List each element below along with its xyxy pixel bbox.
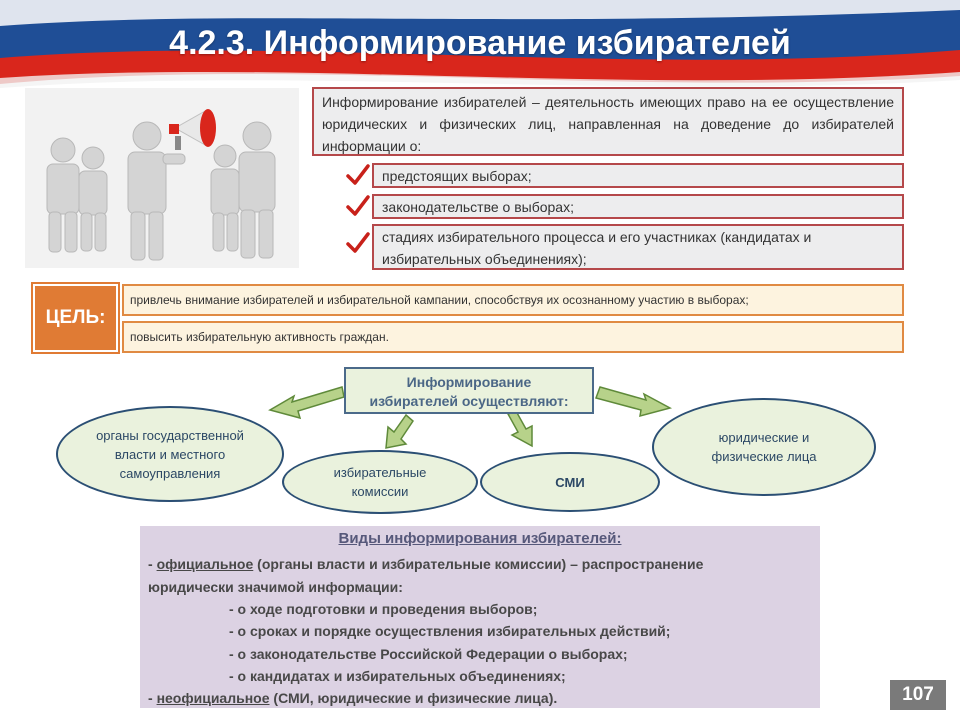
goal-item: повысить избирательную активность граждан. — [122, 321, 904, 353]
node-label: избирательные комиссии — [333, 465, 427, 499]
definition-bullet: предстоящих выборах; — [372, 163, 904, 188]
page-number: 107 — [890, 680, 946, 710]
types-official-rest: (органы власти и избирательные комиссии) – распространение — [253, 556, 704, 572]
types-official-line — [148, 556, 703, 572]
types-official-line2: юридически значимой информации: — [148, 579, 403, 595]
diagram-center-box — [344, 367, 594, 414]
definition-bullet: законодательстве о выборах; — [372, 194, 904, 219]
types-sub-item: - о кандидатах и избирательных объединениях; — [229, 668, 566, 684]
arrow-right — [596, 387, 670, 416]
node-legal-and-natural-persons: юридические и физические лица — [652, 398, 876, 496]
types-official-prefix: - — [148, 556, 157, 572]
types-unofficial-rest: (СМИ, юридические и физические лица). — [269, 690, 558, 706]
types-sub-item: - о ходе подготовки и проведения выборов; — [229, 601, 538, 617]
types-unofficial-term: неофициальное — [156, 690, 270, 706]
arrow-down-right — [508, 411, 532, 446]
node-government-bodies: органы государственной власти и местного самоуправления — [56, 406, 284, 502]
page-title: 4.2.3. Информирование избирателей — [169, 24, 791, 62]
node-media: СМИ — [480, 452, 660, 512]
types-title: Виды информирования избирателей: — [338, 530, 622, 547]
arrow-left — [270, 387, 344, 418]
types-unofficial-line — [148, 690, 557, 706]
definition-box: Информирование избирателей – деятельность имеющих право на ее осуществление юридических и физических лиц, направленная на доведение до избирателей информации о: — [312, 87, 904, 156]
goal-label: ЦЕЛЬ: — [33, 284, 118, 352]
node-election-commissions — [282, 450, 478, 514]
diagram-center-line2: избирателей осуществляют: — [369, 393, 569, 409]
arrow-down-left — [386, 415, 413, 448]
definition-bullet: стадиях избирательного процесса и его участниках (кандидатах и избирательных объединениях); — [372, 224, 904, 270]
types-official-term: официальное — [156, 556, 254, 572]
types-sub-item: - о сроках и порядке осуществления избирательных действий; — [229, 623, 671, 639]
types-sub-item: - о законодательстве Российской Федерации о выборах; — [229, 646, 628, 662]
goal-item: привлечь внимание избирателей и избирательной кампании, способствуя их осознанному участию в выборах; — [122, 284, 904, 316]
types-unofficial-prefix: - — [148, 690, 157, 706]
diagram-center-line1: Информирование — [406, 374, 532, 390]
